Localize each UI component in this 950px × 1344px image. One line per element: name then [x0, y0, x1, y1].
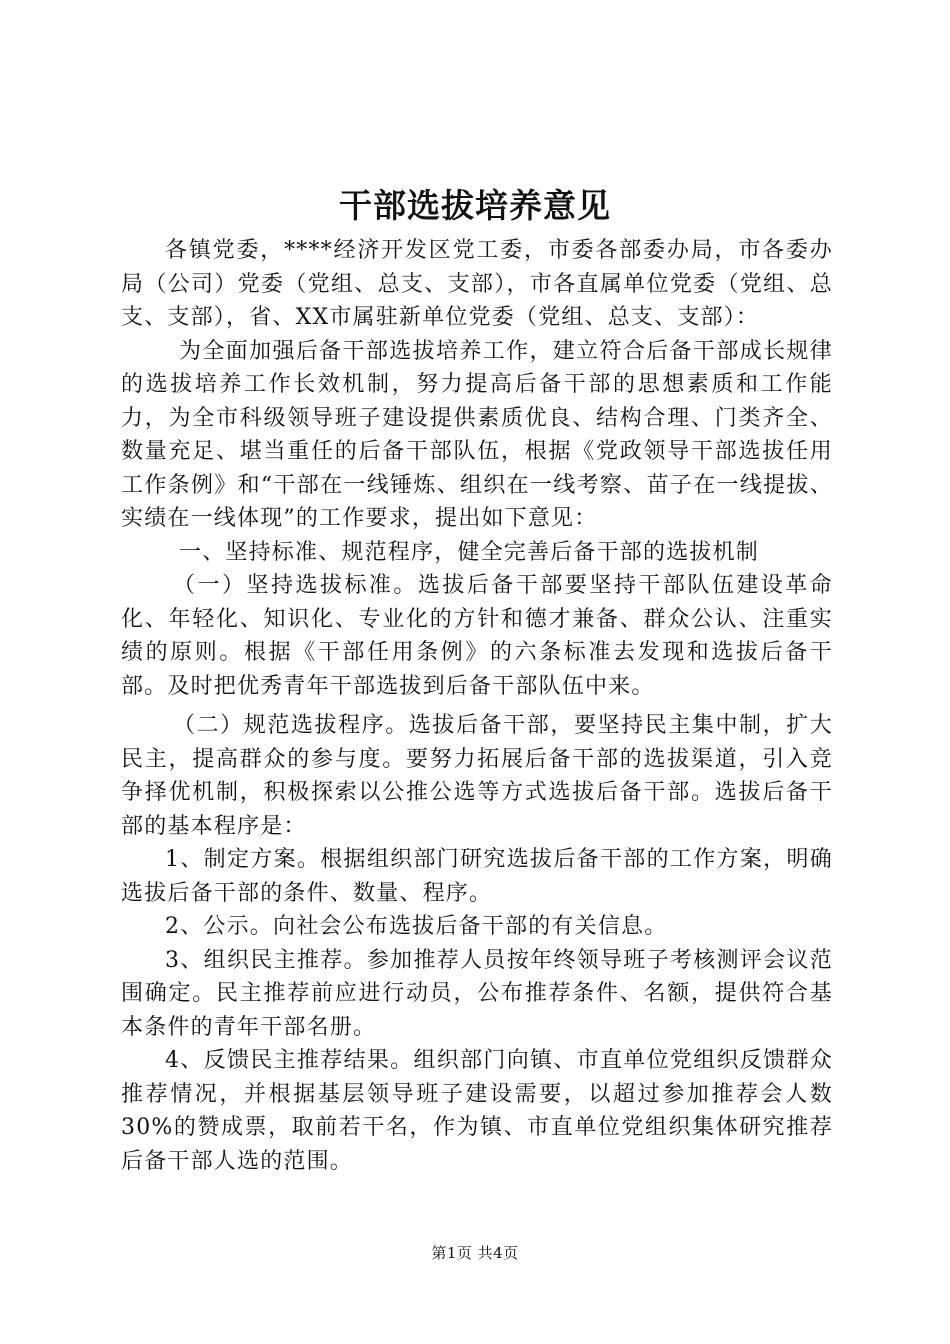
subsection-paragraph: （一）坚持选拔标准。选拔后备干部要坚持干部队伍建设革命化、年轻化、知识化、专业化的方针和德才兼备、群众公认、注重实绩的原则。根据《干部任用条例》的六条标准去发现和选拔后备干部。及时把优秀青年干部选拔到后备干部队伍中来。	[121, 573, 833, 699]
page-number: 第1页 共4页	[431, 1244, 519, 1262]
section-heading: 一、坚持标准、规范程序，健全完善后备干部的选拔机制	[179, 539, 760, 565]
list-item-paragraph: 1、制定方案。根据组织部门研究选拔后备干部的工作方案，明确选拔后备干部的条件、数量、程序。	[121, 847, 833, 906]
document-body	[121, 234, 833, 1178]
subsection-paragraph: （二）规范选拔程序。选拔后备干部，要坚持民主集中制，扩大民主，提高群众的参与度。要努力拓展后备干部的选拔渠道，引入竞争择优机制，积极探索以公推公选等方式选拔后备干部。选拔后备干部的基本程序是：	[121, 713, 833, 839]
list-item-paragraph: 3、组织民主推荐。参加推荐人员按年终领导班子考核测评会议范围确定。民主推荐前应进行动员，公布推荐条件、名额，提供符合基本条件的青年干部名册。	[121, 947, 833, 1040]
list-item-paragraph: 4、反馈民主推荐结果。组织部门向镇、市直单位党组织反馈群众推荐情况，并根据基层领导班子建设需要，以超过参加推荐会人数30%的赞成票，取前若干名，作为镇、市直单位党组织集体研究推荐后备干部人选的范围。	[121, 1048, 833, 1174]
intro-paragraph: 为全面加强后备干部选拔培养工作，建立符合后备干部成长规律的选拔培养工作长效机制，努力提高后备干部的思想素质和工作能力，为全市科级领导班子建设提供素质优良、结构合理、门类齐全、数量充足、堪当重任的后备干部队伍，根据《党政领导干部选拔任用工作条例》和“干部在一线锤炼、组织在一线考察、苗子在一线提拔、实绩在一线体现”的工作要求，提出如下意见：	[121, 338, 833, 531]
list-item-paragraph: 2、公示。向社会公布选拔后备干部的有关信息。	[165, 914, 668, 939]
document-title: 干部选拔培养意见	[339, 186, 611, 225]
addressee-paragraph: 各镇党委，****经济开发区党工委，市委各部委办局，市各委办局（公司）党委（党组、总支、支部），市各直属单位党委（党组、总支、支部），省、XX市属驻新单位党委（党组、总支、支部）：	[121, 238, 833, 330]
